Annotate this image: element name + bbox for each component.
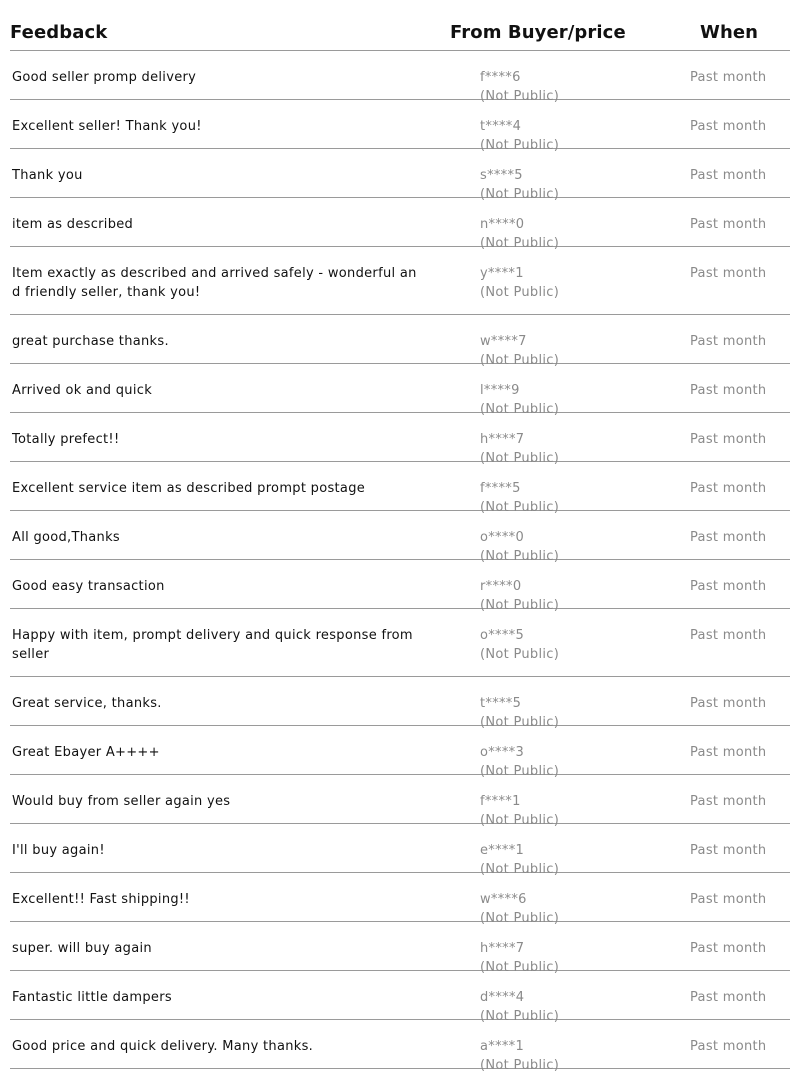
buyer-visibility: (Not Public) [480, 89, 560, 104]
buyer-visibility: (Not Public) [480, 236, 560, 251]
table-row [10, 315, 790, 368]
table-row [10, 824, 790, 877]
feedback-when: Past month [690, 481, 767, 496]
feedback-table-header [10, 0, 790, 51]
buyer-visibility: (Not Public) [480, 451, 560, 466]
feedback-comment: super. will buy again [12, 941, 152, 956]
buyer-visibility: (Not Public) [480, 549, 560, 564]
table-row [10, 100, 790, 153]
feedback-comment: Arrived ok and quick [12, 383, 153, 398]
table-row [10, 726, 790, 779]
table-row [10, 247, 790, 315]
buyer-id: h****7 [480, 432, 525, 447]
feedback-when: Past month [690, 334, 767, 349]
table-row [10, 677, 790, 730]
table-row [10, 198, 790, 251]
column-header-buyer: From Buyer/price [450, 22, 626, 43]
table-row [10, 462, 790, 515]
buyer-id: d****4 [480, 990, 525, 1005]
feedback-when: Past month [690, 794, 767, 809]
feedback-comment: Happy with item, prompt delivery and quick response from seller [12, 628, 413, 662]
feedback-comment: All good,Thanks [12, 530, 120, 545]
feedback-when: Past month [690, 1039, 767, 1054]
table-row [10, 873, 790, 926]
buyer-id: o****0 [480, 530, 525, 545]
column-header-feedback: Feedback [10, 22, 108, 43]
buyer-visibility: (Not Public) [480, 187, 560, 202]
buyer-cell [480, 626, 559, 664]
feedback-comment: Good price and quick delivery. Many thanks. [12, 1039, 314, 1054]
feedback-when: Past month [690, 168, 767, 183]
table-row [10, 775, 790, 828]
buyer-visibility: (Not Public) [480, 500, 560, 515]
feedback-comment: Excellent!! Fast shipping!! [12, 892, 190, 907]
buyer-id: r****0 [480, 579, 522, 594]
buyer-id: h****7 [480, 941, 525, 956]
buyer-id: w****6 [480, 892, 527, 907]
feedback-comment: item as described [12, 217, 134, 232]
buyer-id: t****4 [480, 119, 522, 134]
feedback-when: Past month [690, 843, 767, 858]
buyer-visibility: (Not Public) [480, 813, 560, 828]
feedback-comment: Item exactly as described and arrived safely - wonderful and friendly seller, thank you! [12, 266, 417, 300]
buyer-visibility: (Not Public) [480, 1058, 560, 1073]
feedback-when: Past month [690, 119, 767, 134]
feedback-when: Past month [690, 217, 767, 232]
buyer-id: l****9 [480, 383, 520, 398]
buyer-id: t****5 [480, 696, 522, 711]
buyer-cell [480, 264, 559, 302]
table-row [10, 1020, 790, 1073]
feedback-comment: Fantastic little dampers [12, 990, 172, 1005]
feedback-comment: Great service, thanks. [12, 696, 162, 711]
buyer-visibility: (Not Public) [480, 715, 560, 730]
buyer-id: s****5 [480, 168, 523, 183]
buyer-visibility: (Not Public) [480, 598, 560, 613]
feedback-when: Past month [690, 266, 767, 281]
feedback-comment: Thank you [12, 168, 83, 183]
buyer-id: e****1 [480, 843, 525, 858]
table-row [10, 560, 790, 613]
table-row [10, 922, 790, 975]
buyer-visibility: (Not Public) [480, 285, 560, 300]
feedback-comment: Great Ebayer A++++ [12, 745, 160, 760]
feedback-when: Past month [690, 432, 767, 447]
feedback-table-body [10, 51, 790, 1073]
buyer-id: f****6 [480, 70, 521, 85]
buyer-id: f****1 [480, 794, 521, 809]
table-row [10, 51, 790, 104]
feedback-comment: Good easy transaction [12, 579, 165, 594]
buyer-visibility: (Not Public) [480, 647, 560, 662]
column-header-when: When [700, 22, 759, 43]
feedback-when: Past month [690, 990, 767, 1005]
feedback-comment: I'll buy again! [12, 843, 105, 858]
buyer-visibility: (Not Public) [480, 764, 560, 779]
table-row [10, 609, 790, 677]
buyer-id: y****1 [480, 266, 524, 281]
feedback-when: Past month [690, 892, 767, 907]
buyer-cell [480, 1037, 559, 1075]
buyer-id: n****0 [480, 217, 525, 232]
feedback-comment: Good seller promp delivery [12, 70, 197, 85]
feedback-when: Past month [690, 530, 767, 545]
feedback-when: Past month [690, 628, 767, 643]
feedback-comment: great purchase thanks. [12, 334, 169, 349]
buyer-visibility: (Not Public) [480, 353, 560, 368]
table-row [10, 511, 790, 564]
feedback-comment: Excellent seller! Thank you! [12, 119, 202, 134]
buyer-id: o****5 [480, 628, 525, 643]
feedback-when: Past month [690, 745, 767, 760]
feedback-when: Past month [690, 383, 767, 398]
feedback-when: Past month [690, 70, 767, 85]
buyer-id: a****1 [480, 1039, 525, 1054]
buyer-visibility: (Not Public) [480, 402, 560, 417]
buyer-id: o****3 [480, 745, 525, 760]
buyer-visibility: (Not Public) [480, 1009, 560, 1024]
feedback-comment: Excellent service item as described prompt postage [12, 481, 366, 496]
buyer-visibility: (Not Public) [480, 138, 560, 153]
table-row [10, 364, 790, 417]
feedback-when: Past month [690, 579, 767, 594]
feedback-when: Past month [690, 941, 767, 956]
buyer-visibility: (Not Public) [480, 862, 560, 877]
table-row [10, 413, 790, 466]
buyer-id: f****5 [480, 481, 521, 496]
table-row [10, 971, 790, 1024]
table-row [10, 149, 790, 202]
buyer-id: w****7 [480, 334, 527, 349]
buyer-visibility: (Not Public) [480, 960, 560, 975]
feedback-comment: Would buy from seller again yes [12, 794, 231, 809]
buyer-visibility: (Not Public) [480, 911, 560, 926]
feedback-when: Past month [690, 696, 767, 711]
feedback-comment: Totally prefect!! [12, 432, 120, 447]
